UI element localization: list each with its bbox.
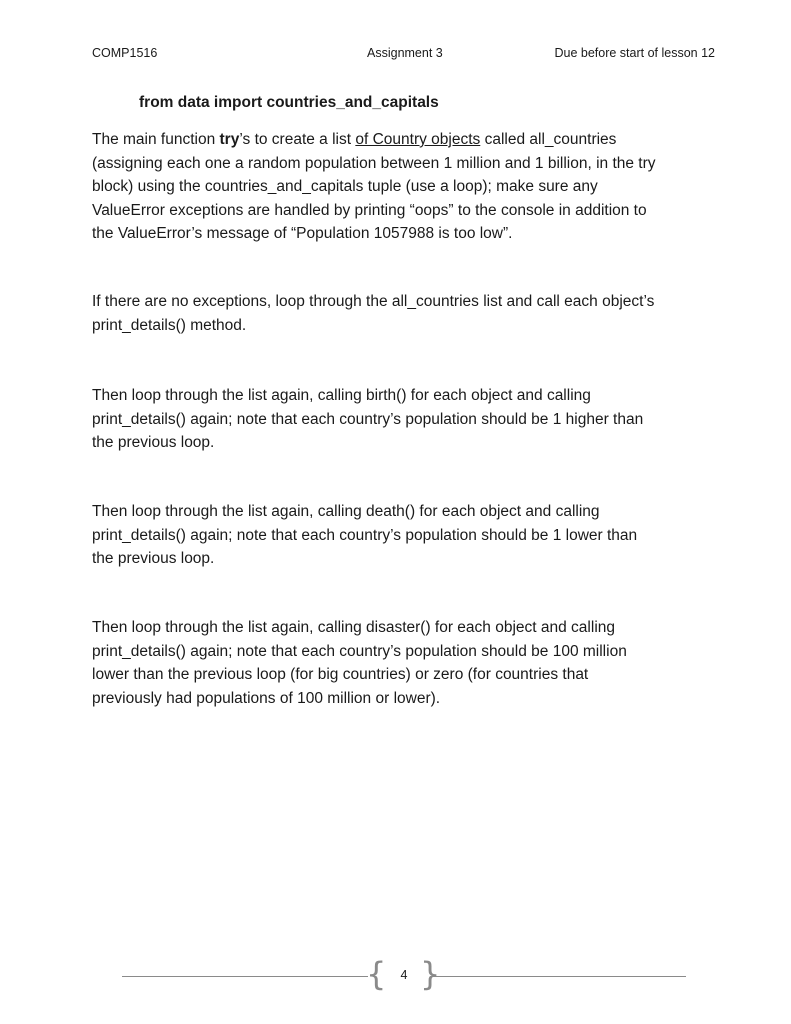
right-brace-icon: } (420, 955, 441, 993)
text-run: called all_countries (480, 131, 617, 148)
text-line: Then loop through the list again, calling birth() for each object and calling (92, 387, 591, 404)
text-line: Then loop through the list again, calling disaster() for each object and calling (92, 619, 616, 636)
paragraph-main-function (92, 128, 712, 246)
text-line: block) using the countries_and_capitals tuple (use a loop); make sure any (92, 178, 598, 195)
text-line: the previous loop. (92, 434, 215, 451)
text-line: previously had populations of 100 million or lower). (92, 689, 441, 707)
left-brace-icon: { (366, 955, 387, 993)
paragraph-death-loop (92, 500, 712, 571)
paragraph-print-details (92, 290, 712, 337)
page-number: 4 (400, 968, 408, 982)
text-line: If there are no exceptions, loop through the all_countries list and call each object’s (92, 293, 655, 310)
header-course-code: COMP1516 (92, 46, 158, 60)
text-line: (assigning each one a random population between 1 million and 1 billion, in the try (92, 154, 656, 172)
footer-rule-left (122, 976, 368, 977)
text-line (92, 128, 712, 152)
paragraph-disaster-loop (92, 616, 712, 710)
text-line: print_details() method. (92, 316, 247, 334)
text-run: The main function (92, 131, 220, 148)
text-line: ValueError exceptions are handled by printing “oops” to the console in addition to (92, 201, 647, 219)
footer-rule-right (432, 976, 686, 977)
text-run: ’s to create a list (239, 131, 356, 148)
page-header (92, 46, 715, 64)
text-line: print_details() again; note that each country’s population should be 1 lower than (92, 526, 638, 544)
header-assignment-title: Assignment 3 (367, 46, 443, 60)
text-line: Then loop through the list again, calling death() for each object and calling (92, 503, 600, 520)
text-line: lower than the previous loop (for big countries) or zero (for countries that (92, 666, 589, 683)
header-due-date: Due before start of lesson 12 (554, 46, 715, 60)
code-import-line: from data import countries_and_capitals (139, 94, 439, 111)
text-line: print_details() again; note that each country’s population should be 1 higher than (92, 410, 644, 428)
text-line: the ValueError’s message of “Population 1057988 is too low”. (92, 225, 513, 242)
page-footer (122, 955, 686, 993)
text-line: print_details() again; note that each country’s population should be 100 million (92, 642, 627, 660)
bold-keyword-try: try (219, 131, 240, 148)
underlined-phrase: of Country objects (355, 131, 481, 148)
text-line: the previous loop. (92, 550, 215, 567)
paragraph-birth-loop (92, 384, 712, 455)
